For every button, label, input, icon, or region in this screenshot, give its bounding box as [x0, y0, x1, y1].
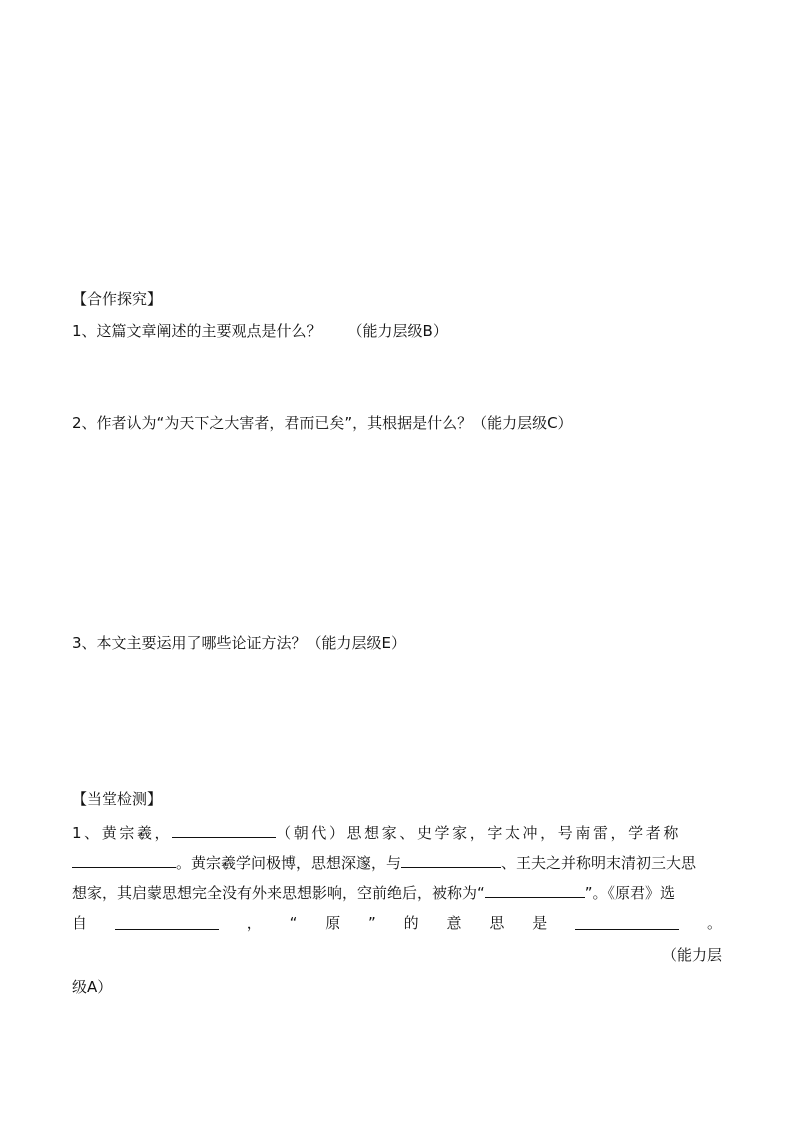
section-heading: 【合作探究】	[72, 290, 163, 308]
text-segment: （朝代）思想家、史学家，字太冲，号南雷，学者称	[276, 824, 681, 842]
question-1-text: 1、这篇文章阐述的主要观点是什么？	[72, 322, 322, 340]
text-segment: 想家，其启蒙思想完全没有外来思想影响，空前绝后，被称为“	[72, 884, 485, 902]
char: 意	[446, 914, 462, 932]
section-heading: 【当堂检测】	[72, 790, 163, 808]
char: 是	[532, 914, 548, 932]
fill-in-blank-title[interactable]	[72, 851, 176, 868]
fill-in-blank-honorific[interactable]	[485, 881, 585, 898]
test-item-line-1	[72, 821, 681, 843]
char: ”	[368, 914, 376, 932]
ability-level-label: （能力层	[661, 946, 722, 964]
question-2: 2、作者认为“为天下之大害者，君而已矣”，其根据是什么？（能力层级C）	[72, 414, 573, 432]
char: 自	[72, 914, 88, 932]
test-item-line-3	[72, 881, 675, 903]
test-item-line-4	[72, 913, 722, 933]
char: 原	[325, 914, 341, 932]
question-3: 3、本文主要运用了哪些论证方法？（能力层级E）	[72, 634, 407, 652]
fill-in-blank-scholar[interactable]	[401, 851, 501, 868]
question-1-level: （能力层级B）	[347, 322, 448, 340]
test-item-line-2	[72, 851, 696, 873]
text-segment: 、王夫之并称明末清初三大思	[501, 854, 697, 872]
ability-level-label-cont: 级A）	[72, 978, 113, 996]
fill-in-blank-source[interactable]	[115, 913, 219, 930]
text-segment: 。黄宗羲学问极博，思想深邃，与	[176, 854, 402, 872]
char: “	[289, 914, 298, 932]
question-1	[72, 321, 448, 341]
char: 。	[706, 914, 722, 932]
text-segment: ”。《原君》选	[584, 884, 676, 902]
fill-in-blank-dynasty[interactable]	[172, 821, 276, 838]
char: 思	[489, 914, 505, 932]
char: 的	[403, 914, 419, 932]
fill-in-blank-meaning[interactable]	[575, 913, 679, 930]
char: ，	[246, 914, 262, 932]
text-segment: 1、黄宗羲，	[72, 824, 173, 842]
